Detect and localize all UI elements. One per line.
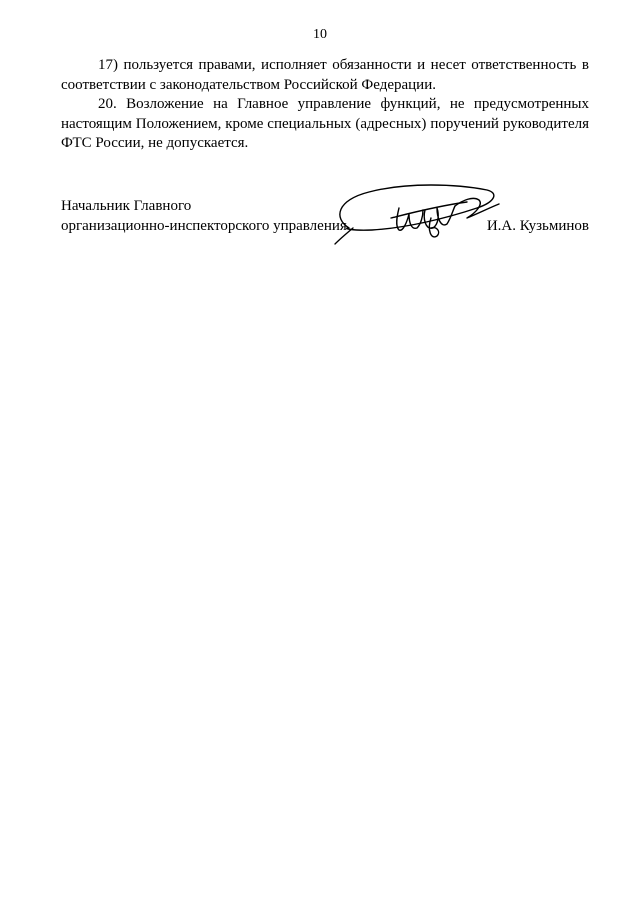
paragraph-item-17: 17) пользуется правами, исполняет обязанности и несет ответственность в соответствии с законодательством Российской Федерации. xyxy=(61,57,589,93)
page-number: 10 xyxy=(313,27,327,42)
signatory-name: И.А. Кузьминов xyxy=(486,217,589,234)
handwritten-signature xyxy=(327,178,507,253)
document-body xyxy=(61,56,589,154)
signature-block xyxy=(61,197,589,247)
paragraph-item-20: 20. Возложение на Главное управление функций, не предусмотренных настоящим Положением, кроме специальных (адресных) поручений руководителя ФТС России, не допускается. xyxy=(61,96,589,151)
signatory-title-line-1: Начальник Главного xyxy=(61,198,192,214)
signatory-title-line-2: организационно-инспекторского управления xyxy=(61,217,347,234)
